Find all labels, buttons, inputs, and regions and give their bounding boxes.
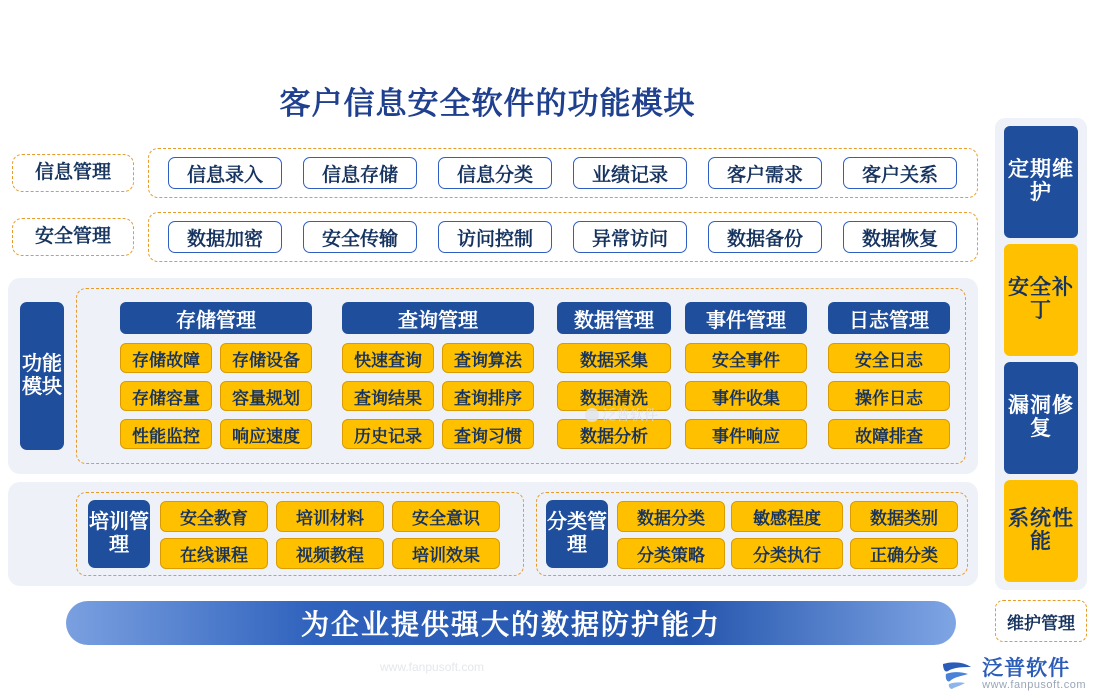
chip-storage-0[interactable]: 存储故障: [120, 343, 212, 373]
training-label: 培训管理: [88, 500, 150, 568]
chip-event-1[interactable]: 事件收集: [685, 381, 807, 411]
group-header-log: 日志管理: [828, 302, 950, 334]
chip-storage-5[interactable]: 响应速度: [220, 419, 312, 449]
item-security-2[interactable]: 访问控制: [438, 221, 552, 253]
item-info-5[interactable]: 客户关系: [843, 157, 957, 189]
group-header-event: 事件管理: [685, 302, 807, 334]
brand-url: www.fanpusoft.com: [982, 679, 1086, 692]
item-security-4[interactable]: 数据备份: [708, 221, 822, 253]
chip-query-4[interactable]: 历史记录: [342, 419, 434, 449]
function-module-label: 功能模块: [20, 302, 64, 450]
bottom-banner: 为企业提供强大的数据防护能力: [66, 601, 956, 645]
chip-classify-0[interactable]: 数据分类: [617, 501, 725, 532]
item-info-2[interactable]: 信息分类: [438, 157, 552, 189]
item-security-1[interactable]: 安全传输: [303, 221, 417, 253]
chip-training-4[interactable]: 视频教程: [276, 538, 384, 569]
chip-storage-2[interactable]: 存储容量: [120, 381, 212, 411]
brand-mark-icon: [940, 660, 974, 690]
chip-query-0[interactable]: 快速查询: [342, 343, 434, 373]
item-info-3[interactable]: 业绩记录: [573, 157, 687, 189]
chip-classify-1[interactable]: 敏感程度: [731, 501, 843, 532]
chip-query-3[interactable]: 查询排序: [442, 381, 534, 411]
chip-data-1[interactable]: 数据清洗: [557, 381, 671, 411]
right-item-vulnerability-fix[interactable]: 漏洞修复: [1004, 362, 1078, 474]
watermark-bottom: www.fanpusoft.com: [380, 660, 485, 674]
chip-training-0[interactable]: 安全教育: [160, 501, 268, 532]
row-label-info: 信息管理: [12, 154, 134, 192]
item-security-0[interactable]: 数据加密: [168, 221, 282, 253]
item-info-0[interactable]: 信息录入: [168, 157, 282, 189]
chip-training-2[interactable]: 安全意识: [392, 501, 500, 532]
row-label-security: 安全管理: [12, 218, 134, 256]
chip-query-5[interactable]: 查询习惯: [442, 419, 534, 449]
item-info-1[interactable]: 信息存储: [303, 157, 417, 189]
chip-classify-2[interactable]: 数据类别: [850, 501, 958, 532]
right-column-footer-label: 维护管理: [995, 600, 1087, 642]
chip-log-2[interactable]: 故障排查: [828, 419, 950, 449]
chip-classify-5[interactable]: 正确分类: [850, 538, 958, 569]
item-security-3[interactable]: 异常访问: [573, 221, 687, 253]
chip-training-5[interactable]: 培训效果: [392, 538, 500, 569]
right-item-system-performance[interactable]: 系统性能: [1004, 480, 1078, 582]
page-title: 客户信息安全软件的功能模块: [279, 86, 696, 121]
chip-training-3[interactable]: 在线课程: [160, 538, 268, 569]
group-header-data: 数据管理: [557, 302, 671, 334]
chip-data-2[interactable]: 数据分析: [557, 419, 671, 449]
classify-label: 分类管理: [546, 500, 608, 568]
chip-query-2[interactable]: 查询结果: [342, 381, 434, 411]
item-info-4[interactable]: 客户需求: [708, 157, 822, 189]
watermark-center: 泛普软件: [585, 405, 658, 425]
brand-logo: [940, 658, 1086, 692]
chip-log-1[interactable]: 操作日志: [828, 381, 950, 411]
chip-storage-4[interactable]: 性能监控: [120, 419, 212, 449]
right-item-security-patch[interactable]: 安全补丁: [1004, 244, 1078, 356]
group-header-storage: 存储管理: [120, 302, 312, 334]
chip-data-0[interactable]: 数据采集: [557, 343, 671, 373]
right-item-periodic-maintenance[interactable]: 定期维护: [1004, 126, 1078, 238]
chip-classify-4[interactable]: 分类执行: [731, 538, 843, 569]
group-header-query: 查询管理: [342, 302, 534, 334]
brand-name: 泛普软件: [982, 657, 1071, 681]
item-security-5[interactable]: 数据恢复: [843, 221, 957, 253]
chip-classify-3[interactable]: 分类策略: [617, 538, 725, 569]
brand-text: [982, 658, 1086, 692]
chip-storage-1[interactable]: 存储设备: [220, 343, 312, 373]
chip-event-2[interactable]: 事件响应: [685, 419, 807, 449]
chip-log-0[interactable]: 安全日志: [828, 343, 950, 373]
chip-event-0[interactable]: 安全事件: [685, 343, 807, 373]
chip-training-1[interactable]: 培训材料: [276, 501, 384, 532]
chip-storage-3[interactable]: 容量规划: [220, 381, 312, 411]
chip-query-1[interactable]: 查询算法: [442, 343, 534, 373]
